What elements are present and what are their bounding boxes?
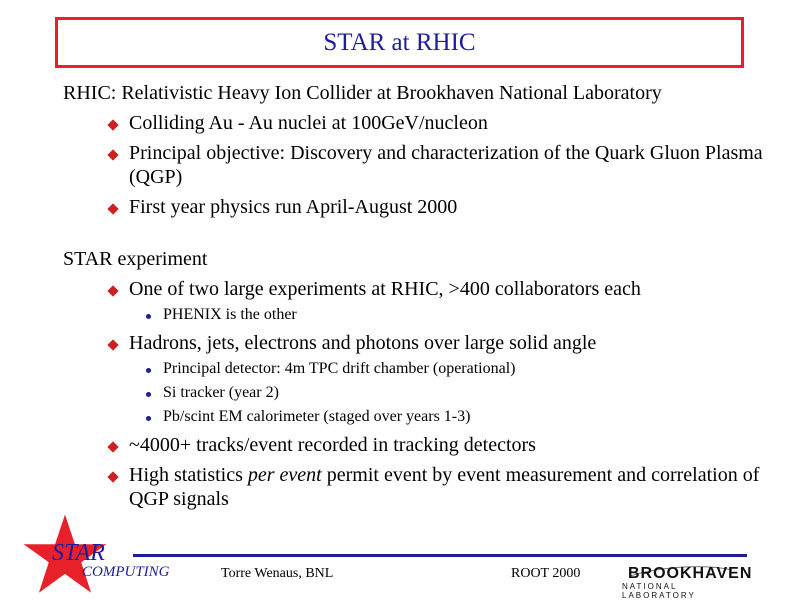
sub-bullet-text: Principal detector: 4m TPC drift chamber (operational) bbox=[163, 360, 516, 377]
bullet-text: First year physics run April-August 2000 bbox=[129, 196, 458, 218]
bullet-text: ~4000+ tracks/event recorded in tracking detectors bbox=[129, 434, 536, 456]
sub-bullet-text: PHENIX is the other bbox=[163, 306, 297, 323]
section-heading-rhic: RHIC: Relativistic Heavy Ion Collider at Brookhaven National Laboratory bbox=[63, 82, 662, 104]
bullet-text-part: High statistics bbox=[129, 464, 248, 486]
sub-bullet-item bbox=[63, 383, 763, 403]
bnl-logo-title: BROOKHAVEN bbox=[628, 565, 753, 582]
dot-bullet-icon bbox=[146, 416, 151, 421]
footer-event: ROOT 2000 bbox=[511, 566, 581, 581]
diamond-bullet-icon bbox=[107, 471, 118, 482]
diamond-bullet-icon bbox=[107, 285, 118, 296]
bullet-text: One of two large experiments at RHIC, >400 collaborators each bbox=[129, 278, 641, 300]
slide-title: STAR at RHIC bbox=[323, 28, 476, 56]
bullet-item bbox=[63, 433, 763, 457]
logo-computing-text: COMPUTING bbox=[82, 564, 170, 580]
diamond-bullet-icon bbox=[107, 149, 118, 160]
logo-star-text: STAR bbox=[52, 540, 105, 566]
diamond-bullet-icon bbox=[107, 203, 118, 214]
bullet-item bbox=[63, 111, 763, 135]
brookhaven-logo bbox=[622, 562, 753, 600]
footer-divider bbox=[133, 554, 747, 557]
sub-bullet-item bbox=[63, 359, 763, 379]
sub-bullet-text: Si tracker (year 2) bbox=[163, 384, 279, 401]
bullet-item bbox=[63, 463, 763, 511]
bullet-text: Colliding Au - Au nuclei at 100GeV/nucleon bbox=[129, 112, 488, 134]
diamond-bullet-icon bbox=[107, 441, 118, 452]
dot-bullet-icon bbox=[146, 368, 151, 373]
bullet-text bbox=[129, 464, 759, 510]
bullet-item bbox=[63, 277, 763, 301]
dot-bullet-icon bbox=[146, 392, 151, 397]
sub-bullet-item bbox=[63, 407, 763, 427]
bullet-item bbox=[63, 141, 763, 189]
sub-bullet-item bbox=[63, 305, 763, 325]
bullet-text-emphasis: per event bbox=[247, 464, 322, 486]
bullet-text-part: permit event by event measurement and correlation of QGP signals bbox=[129, 464, 760, 510]
dot-bullet-icon bbox=[146, 314, 151, 319]
bullet-item bbox=[63, 195, 763, 219]
section-heading-star: STAR experiment bbox=[63, 248, 208, 270]
bullet-text: Principal objective: Discovery and characterization of the Quark Gluon Plasma (QGP) bbox=[129, 142, 763, 188]
diamond-bullet-icon bbox=[107, 339, 118, 350]
slide-title-box bbox=[55, 17, 744, 68]
bnl-logo-subtitle: NATIONAL LABORATORY bbox=[622, 582, 696, 600]
slide-content bbox=[63, 81, 763, 511]
bullet-item bbox=[63, 331, 763, 355]
sub-bullet-text: Pb/scint EM calorimeter (staged over years 1-3) bbox=[163, 408, 471, 425]
diamond-bullet-icon bbox=[107, 119, 118, 130]
footer-author: Torre Wenaus, BNL bbox=[221, 566, 334, 581]
bullet-text: Hadrons, jets, electrons and photons over large solid angle bbox=[129, 332, 597, 354]
